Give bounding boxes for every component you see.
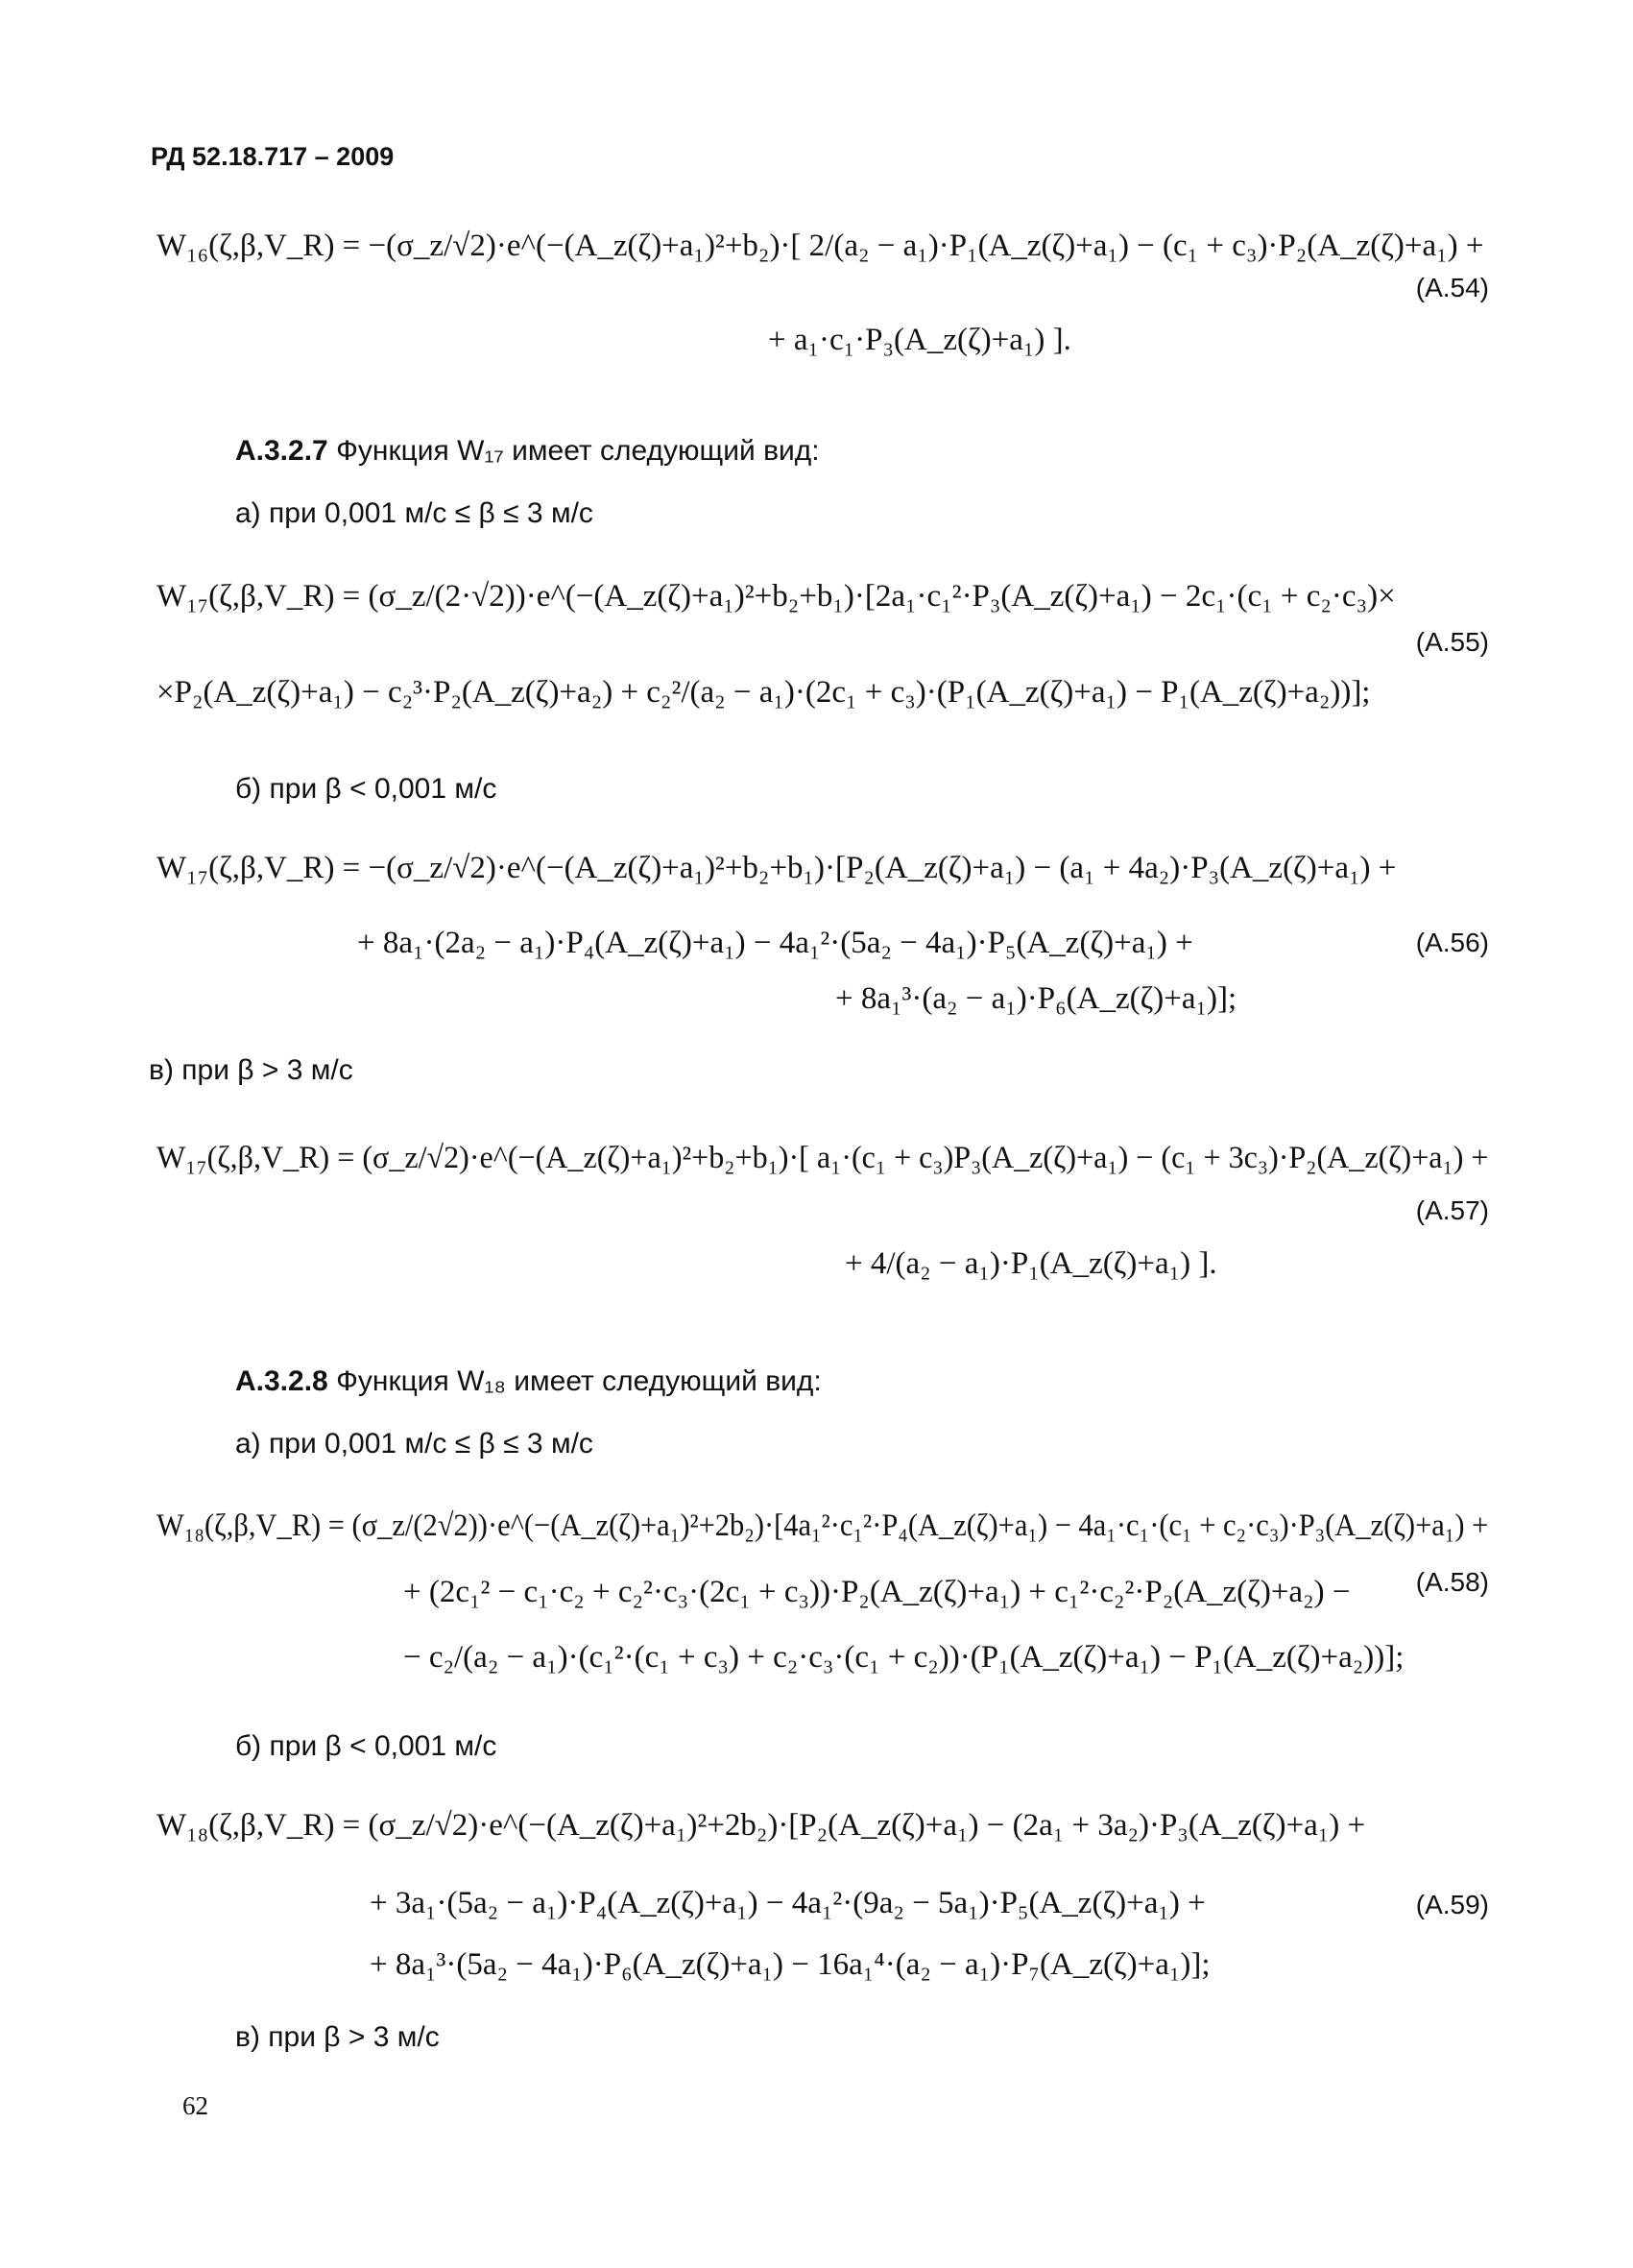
- condition-c: в) при β > 3 м/с: [149, 1054, 353, 1086]
- equation-a58-line-3: − c₂/(a₂ − a₁)·(c₁²·(c₁ + c₃) + c₂·c₃·(c₁ + c₂))·(P₁(A_z(ζ)+a₁) − P₁(A_z(ζ)+a₂))];: [403, 1640, 1405, 1675]
- condition-b: б) при β < 0,001 м/с: [235, 1730, 497, 1762]
- section-title: Функция W₁₈ имеет следующий вид:: [327, 1365, 822, 1397]
- condition-a: а) при 0,001 м/с ≤ β ≤ 3 м/с: [235, 497, 593, 529]
- equation-a56-line-1: W₁₇(ζ,β,V_R) = −(σ_z/√2)·e^(−(A_z(ζ)+a₁)²+b₂+b₁)·[P₂(A_z(ζ)+a₁) − (a₁ + 4a₂)·P₃(A_z(ζ)+a₁) +: [156, 851, 1397, 885]
- equation-a58-line-1: W₁₈(ζ,β,V_R) = (σ_z/(2√2))·e^(−(A_z(ζ)+a₁)²+2b₂)·[4a₁²·c₁²·P₄(A_z(ζ)+a₁) − 4a₁·c₁·(c₁ + c₂·c₃)·P₃(A_z(ζ)+a₁) +: [156, 1508, 1489, 1543]
- equation-a55-line-1: W₁₇(ζ,β,V_R) = (σ_z/(2·√2))·e^(−(A_z(ζ)+a₁)²+b₂+b₁)·[2a₁·c₁²·P₃(A_z(ζ)+a₁) − 2c₁·(c₁ + c₂·c₃)×: [156, 579, 1396, 614]
- document-header: РД 52.18.717 – 2009: [151, 142, 395, 171]
- section-title: Функция W₁₇ имеет следующий вид:: [327, 435, 820, 467]
- equation-number-a58: (A.58): [1415, 1567, 1489, 1597]
- equation-a57-line-2: + 4/(a₂ − a₁)·P₁(A_z(ζ)+a₁) ].: [845, 1246, 1217, 1281]
- equation-number-a54: (A.54): [1415, 273, 1489, 302]
- section-heading-a328: [235, 1365, 822, 1398]
- equation-a54-line-1: W₁₆(ζ,β,V_R) = −(σ_z/√2)·e^(−(A_z(ζ)+a₁)²+b₂)·[ 2/(a₂ − a₁)·P₁(A_z(ζ)+a₁) − (c₁ + c₃)·P₂(A_z(ζ)+a₁) +: [156, 229, 1484, 263]
- equation-a54-line-2: + a₁·c₁·P₃(A_z(ζ)+a₁) ].: [768, 323, 1071, 357]
- equation-number-a55: (A.55): [1415, 627, 1489, 657]
- equation-a56-line-3: + 8a₁³·(a₂ − a₁)·P₆(A_z(ζ)+a₁)];: [835, 981, 1237, 1016]
- equation-a59-line-3: + 8a₁³·(5a₂ − 4a₁)·P₆(A_z(ζ)+a₁) − 16a₁⁴·(a₂ − a₁)·P₇(A_z(ζ)+a₁)];: [370, 1947, 1211, 1982]
- condition-c: в) при β > 3 м/с: [235, 2021, 440, 2053]
- equation-a55-line-2: ×P₂(A_z(ζ)+a₁) − c₂³·P₂(A_z(ζ)+a₂) + c₂²/(a₂ − a₁)·(2c₁ + c₃)·(P₁(A_z(ζ)+a₁) − P₁(A_z(ζ)+a₂))];: [156, 675, 1371, 710]
- equation-a58-line-2: + (2c₁² − c₁·c₂ + c₂²·c₃·(2c₁ + c₃))·P₂(A_z(ζ)+a₁) + c₁²·c₂²·P₂(A_z(ζ)+a₂) −: [403, 1575, 1351, 1609]
- page-number: 62: [182, 2091, 208, 2120]
- equation-a59-line-2: + 3a₁·(5a₂ − a₁)·P₄(A_z(ζ)+a₁) − 4a₁²·(9a₂ − 5a₁)·P₅(A_z(ζ)+a₁) +: [370, 1886, 1206, 1920]
- equation-number-a59: (A.59): [1415, 1890, 1489, 1919]
- equation-number-a57: (A.57): [1415, 1195, 1489, 1225]
- section-number: А.3.2.8: [235, 1365, 328, 1397]
- equation-a59-line-1: W₁₈(ζ,β,V_R) = (σ_z/√2)·e^(−(A_z(ζ)+a₁)²+2b₂)·[P₂(A_z(ζ)+a₁) − (2a₁ + 3a₂)·P₃(A_z(ζ)+a₁) +: [156, 1808, 1366, 1843]
- condition-b: б) при β < 0,001 м/с: [235, 773, 497, 805]
- section-heading-a327: [235, 435, 820, 468]
- equation-a57-line-1: W₁₇(ζ,β,V_R) = (σ_z/√2)·e^(−(A_z(ζ)+a₁)²+b₂+b₁)·[ a₁·(c₁ + c₃)P₃(A_z(ζ)+a₁) − (c₁ + 3c₃)·P₂(A_z(ζ)+a₁) +: [156, 1141, 1489, 1175]
- equation-a56-line-2: + 8a₁·(2a₂ − a₁)·P₄(A_z(ζ)+a₁) − 4a₁²·(5a₂ − 4a₁)·P₅(A_z(ζ)+a₁) +: [357, 926, 1193, 960]
- equation-number-a56: (A.56): [1415, 928, 1489, 957]
- section-number: А.3.2.7: [235, 435, 328, 467]
- condition-a: а) при 0,001 м/с ≤ β ≤ 3 м/с: [235, 1428, 593, 1460]
